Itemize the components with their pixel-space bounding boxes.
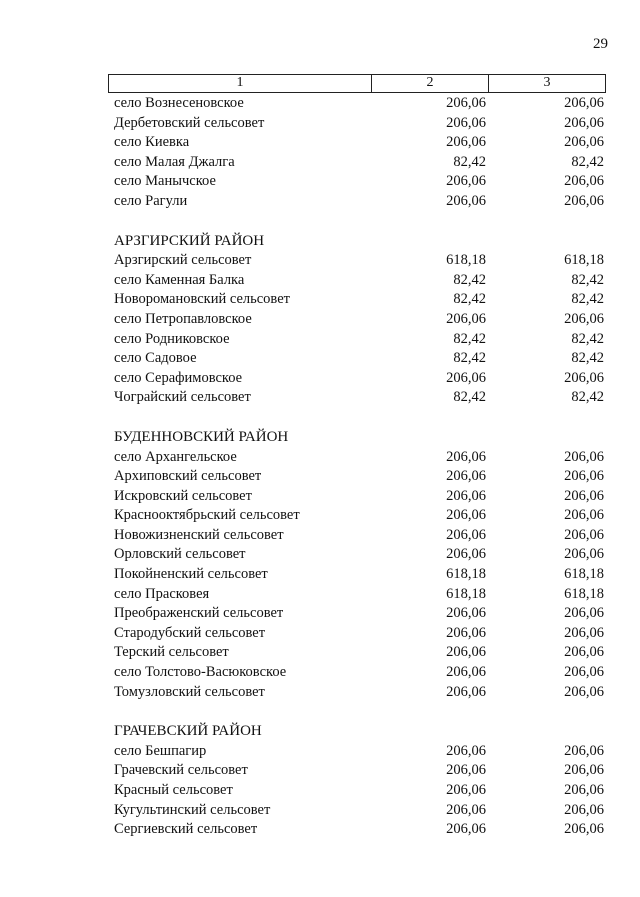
row-value-col3: 206,06: [564, 762, 604, 779]
row-name: село Киевка: [114, 134, 190, 151]
row-value-col3: 206,06: [564, 644, 604, 661]
row-name: Дербетовский сельсовет: [114, 114, 265, 131]
row-name: село Архангельское: [114, 448, 237, 465]
row-name: село Прасковея: [114, 585, 210, 602]
row-name: Архиповский сельсовет: [114, 468, 262, 485]
row-value-col3: 206,06: [564, 192, 604, 209]
row-value-col2: 206,06: [446, 507, 486, 524]
row-value-col3: 206,06: [564, 801, 604, 818]
row-value-col2: 206,06: [446, 114, 486, 131]
row-name: село Каменная Балка: [114, 271, 245, 288]
row-name: Искровский сельсовет: [114, 487, 252, 504]
row-value-col3: 206,06: [564, 468, 604, 485]
row-value-col2: 206,06: [446, 369, 486, 386]
row-value-col3: 618,18: [564, 585, 604, 602]
table-body: [0, 94, 640, 840]
row-name: Кугультинский сельсовет: [114, 801, 271, 818]
district-title: БУДЕННОВСКИЙ РАЙОН: [114, 428, 289, 445]
row-value-col2: 206,06: [446, 644, 486, 661]
row-value-col3: 206,06: [564, 507, 604, 524]
district-section: [0, 428, 640, 702]
row-name: село Родниковское: [114, 330, 230, 347]
table-row: [0, 604, 640, 624]
district-title: АРЗГИРСКИЙ РАЙОН: [114, 232, 265, 249]
row-name: Преображенский сельсовет: [114, 605, 284, 622]
row-name: Новоромановский сельсовет: [114, 291, 290, 308]
row-name: село Вознесеновское: [114, 95, 244, 111]
row-name: село Бешпагир: [114, 742, 207, 759]
table-row: [0, 663, 640, 683]
row-value-col3: 206,06: [564, 134, 604, 151]
row-value-col3: 82,42: [571, 330, 604, 347]
row-value-col3: 206,06: [564, 448, 604, 465]
table-row: [0, 349, 640, 369]
row-value-col3: 206,06: [564, 546, 604, 563]
table-row: [0, 467, 640, 487]
table-row: [0, 114, 640, 134]
row-value-col2: 206,06: [446, 664, 486, 681]
row-value-col2: 206,06: [446, 192, 486, 209]
row-value-col3: 206,06: [564, 742, 604, 759]
row-value-col2: 206,06: [446, 624, 486, 641]
table-row: [0, 388, 640, 408]
row-value-col3: 206,06: [564, 782, 604, 798]
column-header-3: 3: [543, 75, 551, 90]
row-value-col2: 206,06: [446, 762, 486, 779]
district-section: [0, 232, 640, 408]
row-value-col2: 618,18: [446, 252, 486, 269]
district-title: ГРАЧЕВСКИЙ РАЙОН: [114, 723, 262, 740]
table-row: [0, 820, 640, 840]
table-header: [108, 74, 606, 93]
table-row: [0, 330, 640, 350]
row-value-col2: 206,06: [446, 546, 486, 563]
row-name: село Серафимовское: [114, 369, 243, 386]
row-value-col3: 206,06: [564, 664, 604, 681]
row-value-col3: 206,06: [564, 95, 604, 111]
row-name: Чограйский сельсовет: [114, 389, 251, 406]
row-value-col3: 206,06: [564, 487, 604, 504]
row-name: село Рагули: [114, 192, 188, 209]
row-name: Орловский сельсовет: [114, 546, 246, 563]
row-value-col2: 206,06: [446, 683, 486, 700]
table-row: [0, 643, 640, 663]
table-row: [0, 251, 640, 271]
row-value-col3: 206,06: [564, 310, 604, 327]
row-name: село Петропавловское: [114, 310, 252, 327]
row-name: Грачевский сельсовет: [114, 762, 248, 779]
table-row: [0, 545, 640, 565]
row-value-col3: 82,42: [571, 350, 604, 367]
table-row: [0, 290, 640, 310]
row-value-col2: 82,42: [453, 389, 486, 406]
column-header-2: 2: [372, 75, 489, 92]
row-value-col2: 206,06: [446, 134, 486, 151]
row-name: Красный сельсовет: [114, 782, 233, 798]
row-value-col3: 206,06: [564, 114, 604, 131]
table-row: [0, 133, 640, 153]
row-value-col2: 82,42: [453, 350, 486, 367]
row-value-col2: 82,42: [453, 153, 486, 170]
row-name: село Садовое: [114, 350, 197, 367]
row-name: Сергиевский сельсовет: [114, 821, 258, 838]
row-value-col2: 206,06: [446, 821, 486, 838]
row-value-col2: 206,06: [446, 95, 486, 111]
table-row: [0, 172, 640, 192]
table-row: [0, 369, 640, 389]
row-name: село Манычское: [114, 173, 216, 190]
row-name: Новожизненский сельсовет: [114, 526, 284, 543]
row-value-col2: 206,06: [446, 526, 486, 543]
row-value-col3: 206,06: [564, 624, 604, 641]
table-row: [0, 506, 640, 526]
row-value-col2: 206,06: [446, 801, 486, 818]
row-name: Томузловский сельсовет: [114, 683, 265, 700]
row-value-col2: 82,42: [453, 271, 486, 288]
table-row: [0, 801, 640, 821]
row-value-col3: 618,18: [564, 252, 604, 269]
row-value-col2: 206,06: [446, 173, 486, 190]
row-value-col3: 206,06: [564, 683, 604, 700]
row-value-col3: 618,18: [564, 566, 604, 583]
row-value-col3: 206,06: [564, 821, 604, 838]
row-value-col2: 206,06: [446, 448, 486, 465]
row-value-col3: 82,42: [571, 291, 604, 308]
table-row: [0, 153, 640, 173]
table-row: [0, 565, 640, 585]
table-row: [0, 192, 640, 212]
row-name: Краснооктябрьский сельсовет: [114, 507, 300, 524]
row-value-col3: 206,06: [564, 369, 604, 386]
row-value-col2: 618,18: [446, 585, 486, 602]
row-name: село Малая Джалга: [114, 153, 235, 170]
row-value-col2: 82,42: [453, 330, 486, 347]
table-row: [0, 781, 640, 801]
row-value-col3: 206,06: [564, 605, 604, 622]
row-value-col3: 206,06: [564, 526, 604, 543]
row-value-col3: 82,42: [571, 389, 604, 406]
row-name: Покойненский сельсовет: [114, 566, 268, 583]
row-value-col2: 206,06: [446, 468, 486, 485]
table-row: [0, 683, 640, 703]
row-value-col2: 206,06: [446, 605, 486, 622]
row-value-col2: 206,06: [446, 310, 486, 327]
row-name: Арзгирский сельсовет: [114, 252, 252, 269]
row-name: Терский сельсовет: [114, 644, 229, 661]
table-row: [0, 487, 640, 507]
page-number: 29: [593, 36, 608, 52]
row-value-col3: 82,42: [571, 271, 604, 288]
row-value-col3: 206,06: [564, 173, 604, 190]
row-value-col2: 618,18: [446, 566, 486, 583]
table-row: [0, 448, 640, 468]
table-row: [0, 742, 640, 762]
row-value-col2: 206,06: [446, 782, 486, 798]
district-section: [0, 722, 640, 840]
row-value-col2: 206,06: [446, 742, 486, 759]
table-row: [0, 585, 640, 605]
row-value-col2: 82,42: [453, 291, 486, 308]
table-row: [0, 526, 640, 546]
table-row: [0, 761, 640, 781]
table-row: [0, 624, 640, 644]
row-value-col2: 206,06: [446, 487, 486, 504]
row-name: село Толстово-Васюковское: [114, 664, 287, 681]
table-row: [0, 310, 640, 330]
table-row: [0, 271, 640, 291]
column-header-1: 1: [109, 75, 372, 92]
row-name: Стародубский сельсовет: [114, 624, 266, 641]
table-row: [0, 94, 640, 114]
row-value-col3: 82,42: [571, 153, 604, 170]
